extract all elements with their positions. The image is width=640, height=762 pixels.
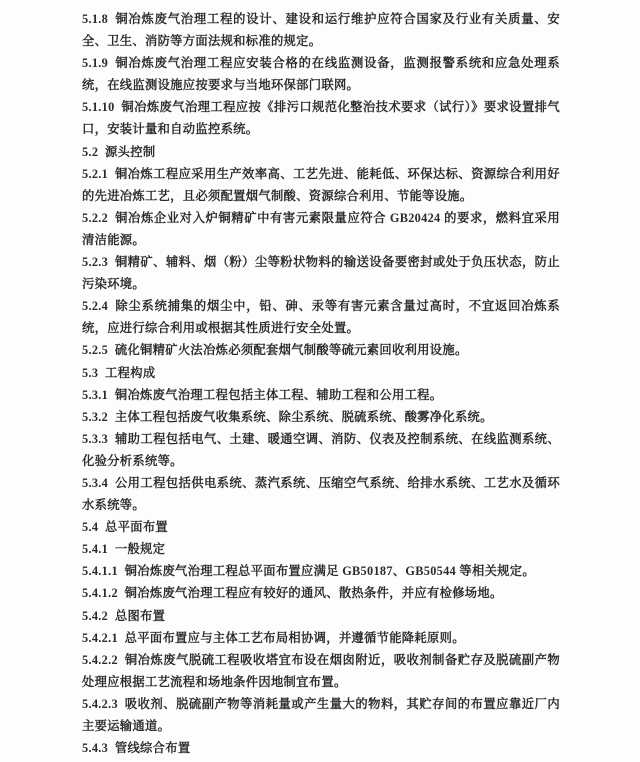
clause — [82, 627, 560, 649]
clause-text: 吸收剂、脱硫副产物等消耗量或产生量大的物料，其贮存间的布置应靠近厂内主要运输通道。 — [82, 696, 560, 733]
clause-text: 铜冶炼废气治理工程应安装合格的在线监测设备，监测报警系统和应急处理系统，在线监测设施应按要求与当地环保部门联网。 — [82, 56, 560, 93]
clause-number: 5.2.3 — [82, 255, 109, 270]
section-heading — [82, 605, 560, 627]
clause-text: 总平面布置应与主体工艺布局相协调，并遵循节能降耗原则。 — [124, 630, 465, 645]
clause — [82, 96, 560, 140]
clause-number: 5.1.8 — [82, 12, 109, 26]
section-heading — [82, 737, 560, 759]
clause — [82, 339, 560, 361]
clause — [82, 163, 560, 207]
clause-number: 5.4.3 — [82, 741, 109, 756]
clause — [82, 207, 560, 251]
clause-text: 总图布置 — [114, 608, 166, 623]
section-heading — [82, 141, 560, 163]
clause-text: 辅助工程包括电气、土建、暖通空调、消防、仪表及控制系统、在线监测系统、化验分析系统等。 — [82, 431, 560, 468]
clause — [82, 560, 560, 582]
clause-number: 5.4.1 — [82, 542, 109, 557]
clause — [82, 582, 560, 604]
clause — [82, 649, 560, 693]
clause-text: 硫化铜精矿火法冶炼必须配套烟气制酸等硫元素回收利用设施。 — [114, 343, 468, 358]
clause-text: 除尘系统捕集的烟尘中，铅、砷、汞等有害元素含量过高时，不宜返回冶炼系统，应进行综合利用或根据其性质进行安全处置。 — [82, 299, 560, 336]
section-heading — [82, 516, 560, 538]
section-heading — [82, 362, 560, 384]
clause — [82, 295, 560, 339]
clause — [82, 384, 560, 406]
section-heading — [82, 538, 560, 560]
clause-number: 5.3.4 — [82, 475, 109, 490]
clause-number: 5.2.4 — [82, 299, 109, 314]
clause-text: 公用工程包括供电系统、蒸汽系统、压缩空气系统、给排水系统、工艺水及循环水系统等。 — [82, 475, 560, 513]
clause — [82, 428, 560, 472]
clause-number: 5.4 — [82, 520, 99, 535]
clause-number: 5.4.2.3 — [82, 696, 118, 711]
clause-number: 5.1.9 — [82, 56, 109, 71]
clause-text: 总平面布置 — [105, 520, 169, 535]
clause-text: 铜精矿、辅料、烟（粉）尘等粉状物料的输送设备要密封或处于负压状态，防止污染环境。 — [82, 255, 560, 292]
clause-number: 5.4.2.2 — [82, 652, 118, 667]
clause — [82, 251, 560, 295]
clause-number: 5.4.2 — [82, 608, 109, 623]
clause — [82, 693, 560, 737]
clause-number: 5.2 — [82, 144, 99, 159]
clause-number: 5.3.1 — [82, 387, 109, 402]
clause-number: 5.3 — [82, 365, 99, 380]
clause-text: 铜冶炼废气治理工程应按《排污口规范化整治技术要求（试行）》要求设置排气口，安装计量和自动监控系统。 — [82, 100, 560, 137]
clause-number: 5.1.10 — [82, 100, 115, 115]
clause-text: 铜冶炼废气治理工程应有较好的通风、散热条件，并应有检修场地。 — [124, 586, 503, 601]
clause-text: 铜冶炼工程应采用生产效率高、工艺先进、能耗低、环保达标、资源综合利用好的先进冶炼工艺，且必须配置烟气制酸、资源综合利用、节能等设施。 — [82, 166, 560, 203]
clause — [82, 8, 560, 52]
clause-text: 铜冶炼废气治理工程总平面布置应满足 GB50187、GB50544 等相关规定。 — [124, 564, 535, 579]
clause-number: 5.4.1.1 — [82, 564, 118, 579]
clause-number: 5.4.1.2 — [82, 586, 118, 601]
clause-text: 管线综合布置 — [114, 741, 191, 756]
clause-text: 源头控制 — [105, 144, 156, 159]
clause-number: 5.4.2.1 — [82, 630, 118, 645]
clause-number: 5.3.2 — [82, 409, 109, 424]
clause-text: 铜冶炼废气治理工程包括主体工程、辅助工程和公用工程。 — [114, 387, 443, 402]
clause-number: 5.2.2 — [82, 210, 109, 225]
clause-text: 铜冶炼废气治理工程的设计、建设和运行维护应符合国家及行业有关质量、安全、卫生、消防等方面法规和标准的规定。 — [82, 12, 560, 49]
clause — [82, 52, 560, 96]
clause-text: 主体工程包括废气收集系统、除尘系统、脱硫系统、酸雾净化系统。 — [114, 409, 493, 424]
clause — [82, 472, 560, 516]
clause-number: 5.2.5 — [82, 343, 109, 358]
clause-text: 工程构成 — [105, 365, 156, 380]
clause-text: 铜冶炼废气脱硫工程吸收塔宜布设在烟囱附近，吸收剂制备贮存及脱硫副产物处理应根据工艺流程和场地条件因地制宜布置。 — [82, 652, 560, 689]
clause-number: 5.3.3 — [82, 431, 109, 446]
clause — [82, 406, 560, 428]
clause-text: 一般规定 — [114, 542, 166, 557]
clause-text: 铜冶炼企业对入炉铜精矿中有害元素限量应符合 GB20424 的要求，燃料宜采用清洁能源。 — [82, 210, 560, 247]
document-text-block — [82, 8, 560, 759]
clause-number: 5.2.1 — [82, 166, 109, 181]
